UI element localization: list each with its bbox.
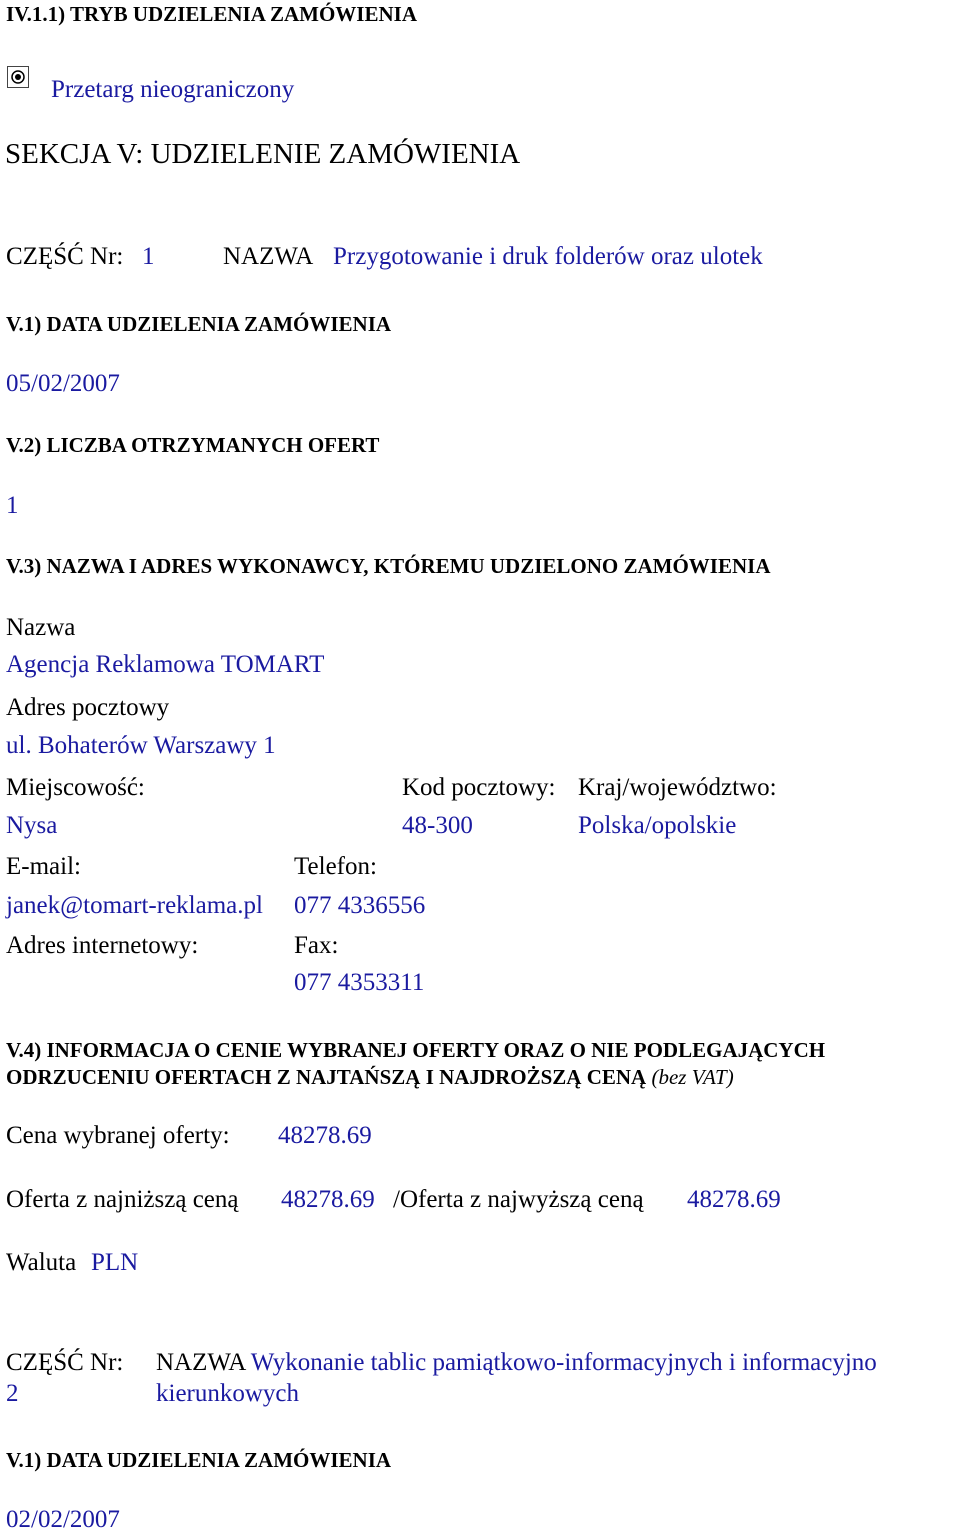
price-heading-line2-text: ODRZUCENIU OFERTACH Z NAJTAŃSZĄ I NAJDROŻSZĄ CENĄ: [6, 1065, 647, 1089]
country-value: Polska/opolskie: [578, 812, 737, 839]
postal-label: Kod pocztowy:: [402, 774, 556, 801]
selected-price-value: 48278.69: [278, 1122, 372, 1149]
postal-value: 48-300: [402, 812, 473, 839]
tryb-heading: IV.1.1) TRYB UDZIELENIA ZAMÓWIENIA: [6, 2, 417, 26]
price-heading-line1: V.4) INFORMACJA O CENIE WYBRANEJ OFERTY ORAZ O NIE PODLEGAJĄCYCH: [6, 1038, 826, 1062]
part1-offers-heading: V.2) LICZBA OTRZYMANYCH OFERT: [6, 433, 380, 457]
nazwa-value: Agencja Reklamowa TOMART: [6, 651, 325, 678]
part2-name-value-line2: kierunkowych: [156, 1380, 300, 1407]
email-value: janek@tomart-reklama.pl: [6, 892, 263, 919]
part1-date-heading: V.1) DATA UDZIELENIA ZAMÓWIENIA: [6, 312, 392, 336]
www-label: Adres internetowy:: [6, 932, 199, 959]
part1-date-value: 05/02/2007: [6, 370, 120, 397]
email-label: E-mail:: [6, 853, 81, 880]
currency-value: PLN: [91, 1249, 139, 1276]
part1-contractor-heading: V.3) NAZWA I ADRES WYKONAWCY, KTÓREMU UDZIELONO ZAMÓWIENIA: [6, 554, 771, 578]
selected-price-label: Cena wybranej oferty:: [6, 1122, 230, 1149]
currency-label: Waluta: [6, 1249, 77, 1276]
nazwa-label: Nazwa: [6, 614, 76, 641]
part1-name-value: Przygotowanie i druk folderów oraz ulotek: [333, 243, 763, 270]
part2-date-heading: V.1) DATA UDZIELENIA ZAMÓWIENIA: [6, 1448, 392, 1472]
part2-number: 2: [6, 1380, 19, 1407]
part1-name-label: NAZWA: [223, 243, 314, 270]
highest-price-label: /Oferta z najwyższą ceną: [393, 1186, 644, 1213]
part1-number: 1: [142, 243, 155, 270]
lowest-price-value: 48278.69: [281, 1186, 375, 1213]
part2-label: CZĘŚĆ Nr:: [6, 1349, 124, 1376]
part1-offers-value: 1: [6, 492, 19, 519]
address-label: Adres pocztowy: [6, 694, 170, 721]
highest-price-value: 48278.69: [687, 1186, 781, 1213]
part2-name: [156, 1349, 877, 1377]
city-label: Miejscowość:: [6, 774, 145, 801]
section-title: SEKCJA V: UDZIELENIE ZAMÓWIENIA: [5, 138, 521, 170]
part2-name-value-line1: Wykonanie tablic pamiątkowo-informacyjnych i informacyjno: [250, 1349, 877, 1376]
radio-checked-icon: [7, 66, 29, 88]
part2-date-value: 02/02/2007: [6, 1506, 120, 1533]
lowest-price-label: Oferta z najniższą ceną: [6, 1186, 239, 1213]
price-heading-line2: [6, 1065, 734, 1090]
phone-label: Telefon:: [294, 853, 377, 880]
phone-value: 077 4336556: [294, 892, 426, 919]
part1-label: CZĘŚĆ Nr:: [6, 243, 124, 270]
part2-name-label: NAZWA: [156, 1349, 245, 1376]
city-value: Nysa: [6, 812, 58, 839]
country-label: Kraj/województwo:: [578, 774, 777, 801]
address-value: ul. Bohaterów Warszawy 1: [6, 732, 276, 759]
tryb-selected-option: Przetarg nieograniczony: [51, 76, 295, 103]
price-heading-note: (bez VAT): [651, 1065, 734, 1089]
fax-label: Fax:: [294, 932, 339, 959]
fax-value: 077 4353311: [294, 969, 425, 996]
